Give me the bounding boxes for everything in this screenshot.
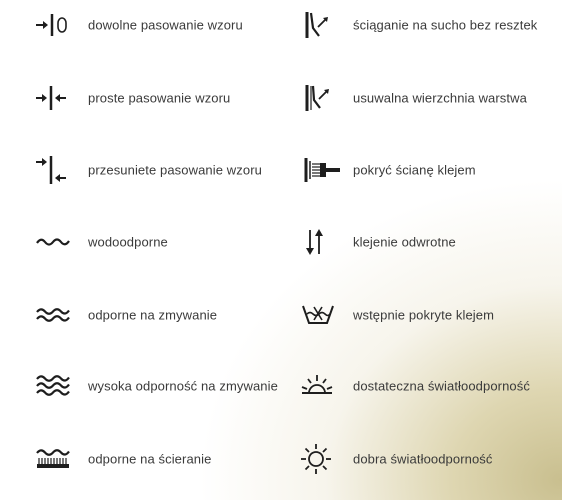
free-pattern-match-icon bbox=[34, 5, 78, 45]
legend-label: klejenie odwrotne bbox=[353, 234, 456, 250]
peelable-icon bbox=[299, 78, 343, 118]
legend-label: wodoodporne bbox=[88, 234, 168, 250]
offset-pattern-match-icon bbox=[34, 150, 78, 190]
prepasted-icon bbox=[299, 295, 343, 335]
legend-label: dowolne pasowanie wzoru bbox=[88, 17, 243, 33]
legend-label: pokryć ścianę klejem bbox=[353, 162, 476, 178]
straight-pattern-match-icon bbox=[34, 78, 78, 118]
legend-label: dobra światłoodporność bbox=[353, 451, 493, 467]
water-resistant-icon bbox=[34, 222, 78, 262]
highly-washable-icon bbox=[34, 366, 78, 406]
legend-label: wstępnie pokryte klejem bbox=[353, 307, 495, 323]
legend-label: wysoka odporność na zmywanie bbox=[88, 378, 278, 394]
reverse-hanging-icon bbox=[299, 222, 343, 262]
legend-label: usuwalna wierzchnia warstwa bbox=[353, 90, 527, 106]
legend-label: dostateczna światłoodporność bbox=[353, 378, 530, 394]
paste-the-wall-icon bbox=[299, 150, 343, 190]
legend-label: odporne na zmywanie bbox=[88, 307, 218, 323]
legend-label: proste pasowanie wzoru bbox=[88, 90, 231, 106]
sufficient-light-fastness-icon bbox=[299, 366, 343, 406]
strippable-icon bbox=[299, 5, 343, 45]
washable-icon bbox=[34, 295, 78, 335]
abrasion-resistant-icon bbox=[34, 439, 78, 479]
legend-label: odporne na ścieranie bbox=[88, 451, 212, 467]
good-light-fastness-icon bbox=[299, 439, 343, 479]
legend-label: ściąganie na sucho bez resztek bbox=[353, 17, 538, 33]
legend-label: przesuniete pasowanie wzoru bbox=[88, 162, 262, 178]
